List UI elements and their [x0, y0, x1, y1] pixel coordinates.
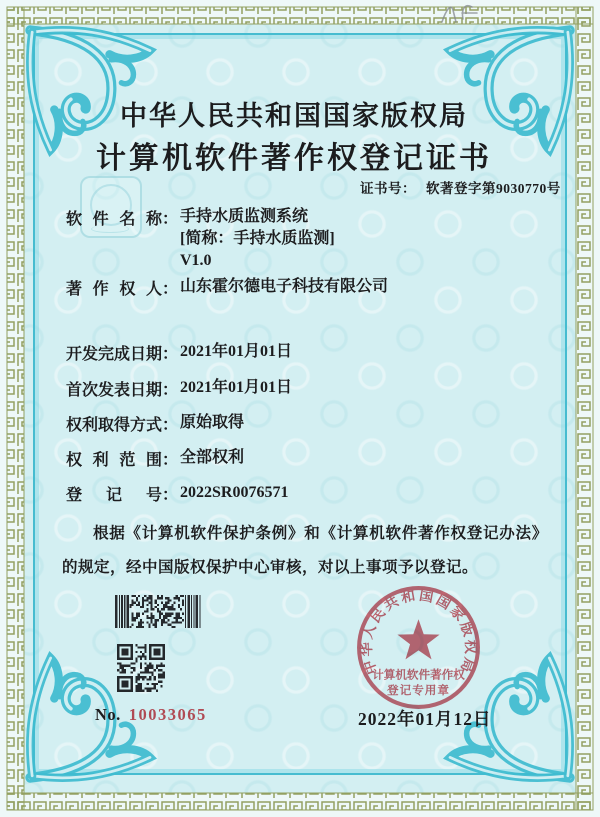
qr-code-icon	[117, 644, 165, 692]
pencil-mark	[432, 0, 492, 26]
certificate-number-line	[360, 177, 561, 197]
serial-number: 10033065	[128, 705, 207, 724]
serial-number-line	[95, 705, 207, 725]
issue-date: 2022年01月12日	[358, 709, 492, 729]
registration-statement: 根据《计算机软件保护条例》和《计算机软件著作权登记办法》的规定，经中国版权保护中心审核，对以上事项予以登记。	[62, 525, 540, 576]
field-label: 著作权人	[66, 281, 162, 298]
field-row-copyright-owner: 著作权人： 山东霍尔德电子科技有限公司	[66, 278, 389, 298]
seal-ring-text: 中华人民共和国国家版权局	[359, 587, 478, 677]
rights-scope: 全部权利	[180, 449, 245, 466]
field-row-registration-number: 登记号： 2022SR0076571	[66, 484, 289, 504]
official-red-seal-icon	[352, 581, 485, 714]
field-row-software-name: 软件名称： 手持水质监测系统 [简称：手持水质监测] V1.0	[66, 206, 335, 272]
software-name: 手持水质监测系统	[180, 208, 309, 225]
field-label: 首次发表日期	[66, 382, 163, 399]
seal-star-icon	[397, 619, 439, 659]
first-publish-date: 2021年01月01日	[180, 379, 293, 396]
software-short-name: [简称：手持水质监测]	[180, 230, 335, 247]
field-label: 权利取得方式	[66, 417, 163, 434]
field-label: 权利范围	[66, 452, 162, 469]
field-label: 软件名称	[66, 211, 162, 228]
dev-complete-date: 2021年01月01日	[180, 343, 293, 360]
field-row-acquisition-method: 权利取得方式： 原始取得	[66, 414, 245, 434]
copyright-owner: 山东霍尔德电子科技有限公司	[180, 278, 389, 295]
field-row-rights-scope: 权利范围： 全部权利	[66, 449, 245, 469]
certificate-number-value: 软著登字第9030770号	[426, 181, 561, 196]
seal-line2: 登记专用章	[387, 683, 450, 697]
software-version: V1.0	[180, 252, 212, 269]
field-label: 开发完成日期	[66, 346, 163, 363]
barcode-icon	[115, 595, 201, 628]
authority-title: 中华人民共和国国家版权局	[120, 101, 468, 131]
registration-number: 2022SR0076571	[180, 484, 289, 501]
certificate-title: 计算机软件著作权登记证书	[96, 142, 492, 175]
field-row-first-publish-date: 首次发表日期： 2021年01月01日	[66, 379, 293, 399]
certificate-number-label: 证书号：	[360, 181, 416, 196]
seal-line1: 计算机软件著作权	[372, 668, 465, 682]
acquisition-method: 原始取得	[180, 414, 245, 431]
serial-prefix: No.	[95, 705, 121, 724]
field-label: 登记号	[66, 487, 162, 504]
field-row-dev-complete-date: 开发完成日期： 2021年01月01日	[66, 343, 293, 363]
